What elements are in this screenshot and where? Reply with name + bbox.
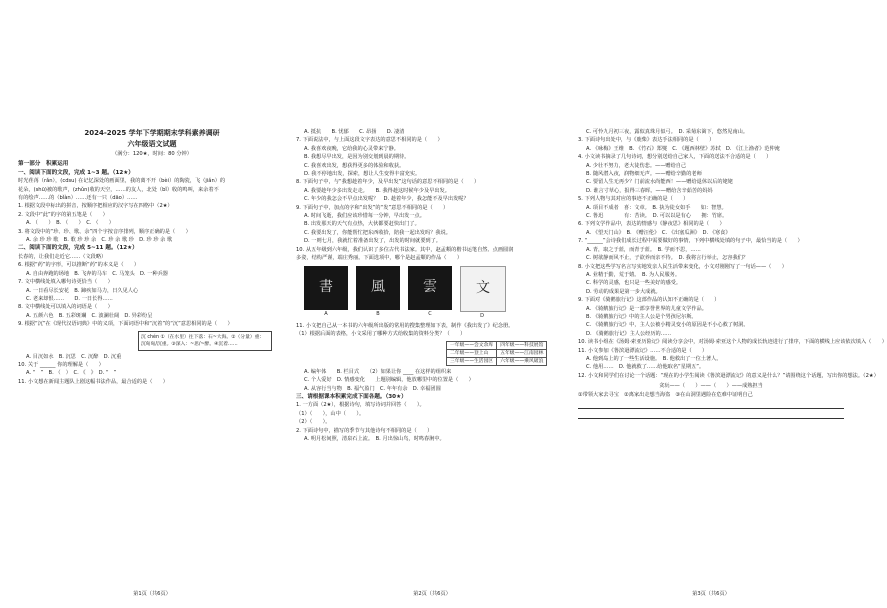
answer-option: C. 鲁迅 有：苦读。 D. 可以以是有心 拥：竹席。 bbox=[586, 213, 728, 220]
table-cell: 一年级——会文余库 bbox=[447, 341, 497, 349]
question-list bbox=[578, 128, 887, 380]
answer-option: A. 时间飞逝，我们应该珍惜每一分钟，早出发一点。 bbox=[304, 213, 425, 220]
answer-option: C. 我喜欢出发，想获得更多的体验和收获。 bbox=[304, 162, 405, 169]
answer-option: A. 从容行当与物 B. 福气盈门 C. 年年有余 D. 幸福团圆 bbox=[304, 385, 441, 392]
answer-option: B. 《骑鹅旅行记》中的主人公是个男孩尼尔斯。 bbox=[586, 313, 697, 320]
section-heading: 二、阅读下面的文段，完成 5~11 题。（12★） bbox=[18, 245, 138, 252]
answer-option: A. 青，取之于蓝，而青于蓝。 B. 学而不思，…… bbox=[586, 246, 701, 253]
grade-theme-table bbox=[446, 341, 547, 366]
question-text: （1）根据后面的表格，小文采用了哪种方式给收集的资料分类？（ ） bbox=[296, 331, 466, 338]
question-text: 8. 下面句子中，与“我想趁着年少，及早出发”这句话的意思不相同的是（ ） bbox=[296, 179, 480, 186]
answer-option: D. 谁言寸草心，报得三春晖。——赠给含辛茹苦的妈妈 bbox=[586, 187, 713, 194]
question-text: 3. 下面诗句出处中，与《鹿柴》表达手法相同的是（ ） bbox=[578, 137, 715, 144]
question-text: 2. 文段中“此”的字的第五笔是（ ） bbox=[18, 211, 108, 218]
question-text: 11. 小文想在新闻主题队上剧这幅书法作品，最合适的是（ ） bbox=[18, 378, 168, 385]
page-footer: 第2页（共6页） bbox=[413, 590, 451, 597]
answer-option: A. 自由奔跑的场地 B. 飞奔的马车 C. 马笼头 D. 一种兵器 bbox=[26, 270, 168, 277]
answer-line[interactable] bbox=[578, 410, 844, 419]
question-text: 5. 下列人物与其对应的事迹不正确的是（ ） bbox=[578, 196, 689, 203]
answer-option: A. 目沉如水 B. 沉思 C. 沉醉 D. 沉重 bbox=[26, 353, 122, 360]
answer-option: D. 一则七月，我就忙着准备出发了，出发的时间就要到了。 bbox=[304, 238, 441, 245]
question-text: 10. 关于 ______ 你的理解是（ ） bbox=[18, 361, 104, 368]
option-label: C bbox=[428, 310, 432, 317]
answer-option: A. 我喜欢夜晚，它给我的心灵带来宁静。 bbox=[304, 145, 399, 152]
question-text: 3. 将文段中的“珍、珍、歌、余”四个字按音序排列，顺序正确的是（ ） bbox=[18, 228, 191, 235]
answer-line[interactable] bbox=[578, 400, 844, 409]
answer-option: A. 少壮不努力，老大徒伤悲。——赠给自己 bbox=[586, 162, 687, 169]
question-text: 9. 根据“沉”在《现代汉语词典》中的义项，下面词语中和“沉着”的“沉”意思相同的是（ ） bbox=[18, 321, 233, 328]
answer-option: A. 《望天门山》 B. 《赠汪伦》 C. 《出塞瓜洲》 D. 《寒食》 bbox=[586, 229, 731, 236]
answer-option: C. 树欲静而风不止，子欲养而亲不待。 D. 我将言行举止，怎容我们？ bbox=[586, 255, 749, 262]
dictionary-entry-box: 沉 chén ①（在水里）往下落：石~大海。②（分量）重：沉甸甸/沉重。③深入：~思/~醉。④沉着…… bbox=[138, 331, 272, 351]
calligraphy-sample: 風 bbox=[356, 266, 400, 310]
question-text: 2. 下面诗句中，描写的季节与其他诗句不相同的是（ ） bbox=[296, 427, 433, 434]
question-text: 有的绘声……的（bǐàn）……还有一只（dāo）…… bbox=[18, 195, 138, 202]
calligraphy-options bbox=[304, 266, 568, 320]
answer-option: C. 他用…… D. 他就救了……给他取名“星期五”。 bbox=[586, 364, 705, 371]
answer-option: D. 《骑鹅旅行记》主人公经历的…… bbox=[586, 330, 672, 337]
answer-option: C. 《骑鹅旅行记》中，主人公被小精灵变小的原因是不小心救了树洞。 bbox=[586, 322, 749, 329]
exam-subtitle: 六年级语文试题 bbox=[127, 140, 177, 148]
table-cell: 六年级——乘风破浪 bbox=[497, 357, 547, 365]
question-text: 花朵，(shū)被的歌声，(zhǔn)收的天空，……的友人，北处（bǐ）收的鸣叫，来余着不 bbox=[18, 186, 219, 193]
answer-option: A. 五颜六色 B. 五彩斑斓 C. 波澜壮阔 D. 异彩纷呈 bbox=[26, 312, 153, 319]
answer-option: C. 要留人生无再少？门前流水尚能西！——赠给退休以后的姥姥 bbox=[586, 179, 733, 186]
exam-meta: （满分：120★，时间：80 分钟） bbox=[112, 151, 192, 157]
question-text: 6. 根据“药”的字形，可以推断“药”的本义是（ ） bbox=[18, 262, 140, 269]
option-label: A bbox=[324, 310, 328, 317]
question-text: 9. 下面句子中，加点的字和“出发”的“发”意思不相同的是（ ） bbox=[296, 204, 449, 211]
answer-option: A. （ ） B. （ ） C. （ ） bbox=[26, 220, 114, 227]
answer-option: B. 我想尽早出发，是因为别交划到晨的期待。 bbox=[304, 154, 410, 161]
section-heading: 三、请根据课本积累完成下面各题。（30★） bbox=[296, 393, 407, 400]
exam-page-1 bbox=[18, 128, 286, 598]
section-heading: 一、阅读下面的文段，完成 1~3 题。（12★） bbox=[18, 169, 134, 176]
sequence-flow: 贪玩——（ ）——（ ）——成熟担当 bbox=[659, 383, 763, 390]
answer-option: A. 业精于勤，荒于嬉。 B. 为人民服务。 bbox=[586, 271, 681, 278]
exam-page-3 bbox=[578, 128, 887, 598]
answer-option: C. 科学的灵感，也只是一些美好的感受。 bbox=[586, 280, 682, 287]
answer-option: A. 编年体 B. 栏目式 （2）如果让你 ____ 在这样的组织来 bbox=[304, 368, 452, 375]
question-text: 1. 一方面（2★），根据诗句，填写诗词并回答（ ）。 bbox=[296, 402, 425, 409]
answer-option: D. 劳动的成果是第一步大成就。 bbox=[586, 288, 661, 295]
question-text: 1. 根据文段中标出的拼音，按顺序把相应的汉字写在四格中（2★） bbox=[18, 203, 173, 210]
table-row bbox=[447, 349, 547, 357]
question-text: 6. 下列文学作品中，表达的情感与《静夜思》相同的是（ ） bbox=[578, 221, 725, 228]
page-footer: 第3页（共6页） bbox=[692, 590, 730, 597]
question-text: 7. “______”会诗我们成长过程中需要做好的事情，下列中横线处填的句子中，最恰当的是（ ） bbox=[578, 238, 803, 245]
question-text: 9. 下面对《骑鹅旅行记》这部作品的认知不正确的是（ ） bbox=[578, 297, 720, 304]
answer-option: D. 我不停地出发，探索，想让人生变得丰富充实。 bbox=[304, 171, 421, 178]
answer-option: A. 一日看尽长安花 B. 蹄疾如马力，日久见人心 bbox=[26, 287, 139, 294]
question-text: 4. 小文读书摘录了几句诗词，想分别送给自己家人，下面的送法不合适的是（ ） bbox=[578, 154, 772, 161]
question-text: 12. 小文和同学们在讨论一个话题：“现在的小学生阅读《鲁滨逊漂流记》的意义是什么？”请围绕这个话题，写出你的想法。（2★） bbox=[578, 372, 879, 379]
question-text: （2）（ ）。 bbox=[296, 419, 331, 426]
answer-option: C. 我要出发了，你能帮忙把东西收拾，陪我一起出发吗？我说。 bbox=[304, 229, 451, 236]
answer-option: C. 个人爱好 D. 情感变化 上题别编辑，他放哪里中的位置是（ ） bbox=[304, 377, 474, 384]
table-cell: 二年级——登上山 bbox=[447, 349, 497, 357]
answer-option: A. 他到岛上的了一些生活设施。 B. 他救出了一位土著人。 bbox=[586, 355, 722, 362]
calligraphy-sample: 文 bbox=[460, 266, 506, 312]
table-cell: 三年级——生活园区 bbox=[447, 357, 497, 365]
answer-option: B. 出发那天的天气有点热，大伙都要赶快出门了。 bbox=[304, 221, 420, 228]
question-text: 10. 读书小组在《汤姆·索亚历险记》阅读分享会中，对汤姆·索亚这个人物的成长轨迹进行了排序，下面的横线上应该依次填入（ ） bbox=[578, 339, 887, 346]
answer-option: A. 明月松间照，清泉石上流。 B. 月出惊山鸟，时鸣春涧中。 bbox=[304, 435, 445, 442]
answer-option: A. 抵抗 B. 忧郁 C. 昂扬 D. 凄清 bbox=[304, 129, 405, 135]
answer-option: C. 年少的我怎会不早点出发呢？ D. 趁着年少，我怎能不及早出发呢？ bbox=[304, 196, 469, 203]
sequence-options: ①带领大家去寻宝 ②离家出走想当海盗 ③在山洞里遇险在危难中证明自己 bbox=[578, 391, 753, 398]
table-row bbox=[447, 357, 547, 365]
answer-option: A. 项目不成者 喜：文章。 B. 执为徒女如手 如：智慧。 bbox=[586, 204, 727, 211]
answer-option: A. 《咏梅》王维 B. 《竹石》郑燮 C. 《题西林壁》苏轼 D. 《江上渔者》范仲淹 bbox=[586, 145, 780, 152]
answer-option: A. 余 珍 珍 歌 B. 歌 珍 珍 余 C. 珍 余 歌 珍 D. 珍 珍 余 歌 bbox=[26, 237, 173, 244]
question-list bbox=[18, 169, 286, 386]
answer-option: A. 我要趁年少多出发走走。 B. 我得趁这时候年少及早出发。 bbox=[304, 187, 450, 194]
question-list bbox=[296, 322, 568, 443]
question-text: 10. 从五年级到六年级，我们认识了多位古代书法家。其中，赵孟頫的楷书运笔自然、点画圆润 bbox=[296, 246, 514, 253]
answer-option: B. 随风潜入夜，润物细无声。——赠给辛勤的老师 bbox=[586, 171, 702, 178]
question-text: 11. 小文把自己从一本书的六年级所出版的常用的搜集整理如下表，制作《我出发了》纪念册。 bbox=[296, 322, 514, 329]
question-text: 时光荏苒（rǎn），(cdsu) 在记忆深处的画面里，我的离不开（bèi）的陶瓷，飞（jiǎn）的 bbox=[18, 178, 226, 185]
table-row bbox=[447, 341, 547, 349]
answer-option: C. 老来却恨…… D. 一日长得…… bbox=[26, 295, 113, 302]
question-text: 7. 文中横线处填入哪句诗更恰当（ ） bbox=[18, 279, 113, 286]
part-heading: 第一部分 积累运用 bbox=[18, 161, 69, 168]
question-text: 11. 小文参加《鲁滨逊漂流记》……不合适的是（ ） bbox=[578, 347, 708, 354]
page-footer: 第1页（共6页） bbox=[133, 590, 171, 597]
question-list bbox=[296, 128, 568, 263]
table-cell: 五年级——江南园林 bbox=[497, 349, 547, 357]
question-text: （1）（ ），山中（ ）。 bbox=[296, 410, 365, 417]
answer-option: C. 可怜九月初三夜，露似真珠月似弓。 D. 采菊东篱下，悠然见南山。 bbox=[586, 129, 749, 135]
exam-page-2 bbox=[296, 128, 568, 598]
answer-option: A. 《骑鹅旅行记》是一部享誉世界的儿童文学作品。 bbox=[586, 305, 707, 312]
question-text: 8. 小文把这些学写名言写实地发亲人民生活带来变化，小文对刚刚写了一句话——（ ） bbox=[578, 263, 787, 270]
exam-title: 2024-2025 学年下学期期末学科素养调研 bbox=[84, 129, 220, 137]
question-text: 8. 文中横线处可以填入的词语是（ ） bbox=[18, 304, 113, 311]
option-label: D bbox=[480, 312, 484, 319]
answer-option: A. “ ” B. （ ） C. 《 》 D. “ ” bbox=[26, 370, 117, 377]
question-text: 多姿，结构严谨，端庄秀丽。下面选项中，哪个是赵孟頫的作品（ ） bbox=[296, 255, 463, 262]
question-text: 7. 下面说法中，与上面这段文字表达的意思不相同的是（ ） bbox=[296, 137, 443, 144]
calligraphy-sample: 雲 bbox=[408, 266, 452, 310]
option-label: B bbox=[376, 310, 380, 317]
calligraphy-sample: 書 bbox=[304, 266, 348, 310]
table-cell: 四年级——科技展馆 bbox=[497, 341, 547, 349]
question-text: 长春的，让我们走近它……（文段略） bbox=[18, 253, 107, 260]
